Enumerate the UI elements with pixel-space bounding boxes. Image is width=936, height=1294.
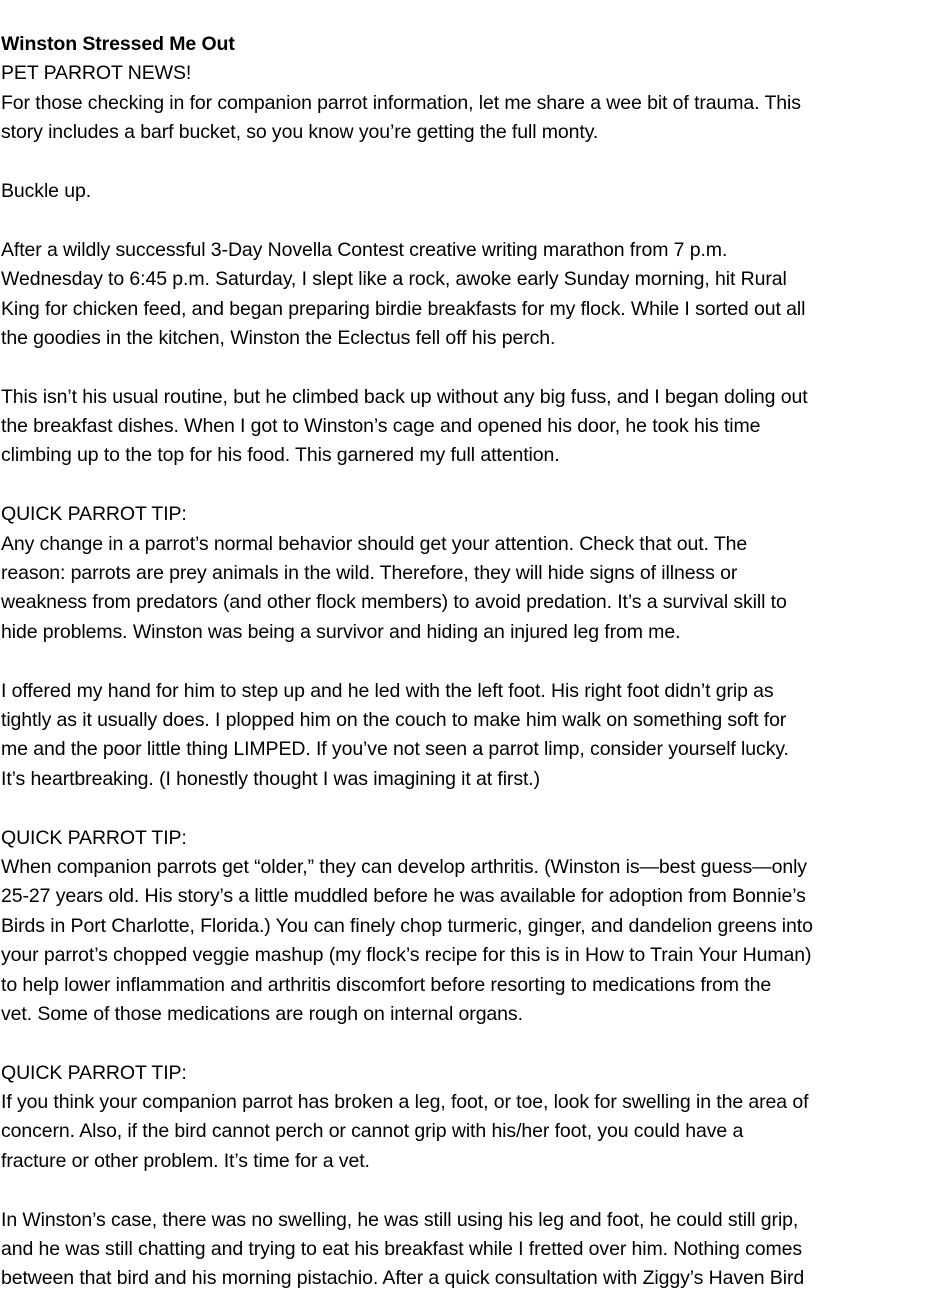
text-line: It’s heartbreaking. (I honestly thought I was imagining it at first.) [1,767,541,790]
text-line: After a wildly successful 3-Day Novella Contest creative writing marathon from 7 p.m. [1,238,728,261]
blank-line [1,206,935,235]
text-line: Wednesday to 6:45 p.m. Saturday, I slept like a rock, awoke early Sunday morning, hit Rural [1,268,787,291]
text-line: I offered my hand for him to step up and he led with the left foot. His right foot didn’t grip as [1,679,774,702]
blank-line [1,353,935,382]
text-line: concern. Also, if the bird cannot perch or cannot grip with his/her foot, you could have a [1,1120,744,1143]
text-line: reason: parrots are prey animals in the wild. Therefore, they will hide signs of illness or [1,562,738,585]
blank-line [1,647,935,676]
text-line: King for chicken feed, and began preparing birdie breakfasts for my flock. While I sorted out all [1,297,806,320]
blank-line [1,1176,935,1205]
text-line: me and the poor little thing LIMPED. If you’ve not seen a parrot limp, consider yourself lucky. [1,738,789,761]
document-text [1,59,935,1293]
tip-heading: QUICK PARROT TIP: [1,503,187,526]
blank-line [1,1029,935,1058]
text-line: If you think your companion parrot has broken a leg, foot, or toe, look for swelling in the area of [1,1091,809,1114]
text-line: the breakfast dishes. When I got to Winston’s cage and opened his door, he took his time [1,415,761,438]
text-line: In Winston’s case, there was no swelling, he was still using his leg and foot, he could still grip, [1,1208,799,1231]
text-line: climbing up to the top for his food. This garnered my full attention. [1,444,560,467]
text-line: For those checking in for companion parrot information, let me share a wee bit of trauma. This [1,91,801,114]
text-line: to help lower inflammation and arthritis discomfort before resorting to medications from the [1,973,772,996]
text-line: When companion parrots get “older,” they can develop arthritis. (Winston is—best guess—only [1,855,807,878]
text-line: PET PARROT NEWS! [1,62,192,85]
text-line: Birds in Port Charlotte, Florida.) You can finely chop turmeric, ginger, and dandelion greens into [1,914,813,937]
text-line: Buckle up. [1,179,92,202]
text-line: fracture or other problem. It’s time for a vet. [1,1149,370,1172]
text-line: the goodies in the kitchen, Winston the Eclectus fell off his perch. [1,326,556,349]
text-line: 25-27 years old. His story’s a little muddled before he was available for adoption from Bonnie’s [1,885,806,908]
text-line: between that bird and his morning pistachio. After a quick consultation with Ziggy’s Haven Bird [1,1267,805,1290]
blank-line [1,471,935,500]
text-line: and he was still chatting and trying to eat his breakfast while I fretted over him. Nothing comes [1,1238,803,1261]
blank-line [1,148,935,177]
text-line: story includes a barf bucket, so you know you’re getting the full monty. [1,121,599,144]
text-line: your parrot’s chopped veggie mashup (my flock’s recipe for this is in How to Train Your Human) [1,944,812,967]
text-line: Any change in a parrot’s normal behavior should get your attention. Check that out. The [1,532,748,555]
document-body [1,30,935,1294]
text-line: weakness from predators (and other flock members) to avoid predation. It’s a survival skill to [1,591,787,614]
document-title: Winston Stressed Me Out [1,33,235,55]
tip-heading: QUICK PARROT TIP: [1,1061,187,1084]
blank-line [1,794,935,823]
tip-heading: QUICK PARROT TIP: [1,826,187,849]
text-line: tightly as it usually does. I plopped him on the couch to make him walk on something soft for [1,708,787,731]
text-line: vet. Some of those medications are rough on internal organs. [1,1002,523,1025]
text-line: This isn’t his usual routine, but he climbed back up without any big fuss, and I began doling out [1,385,808,408]
text-line: hide problems. Winston was being a survivor and hiding an injured leg from me. [1,620,681,643]
